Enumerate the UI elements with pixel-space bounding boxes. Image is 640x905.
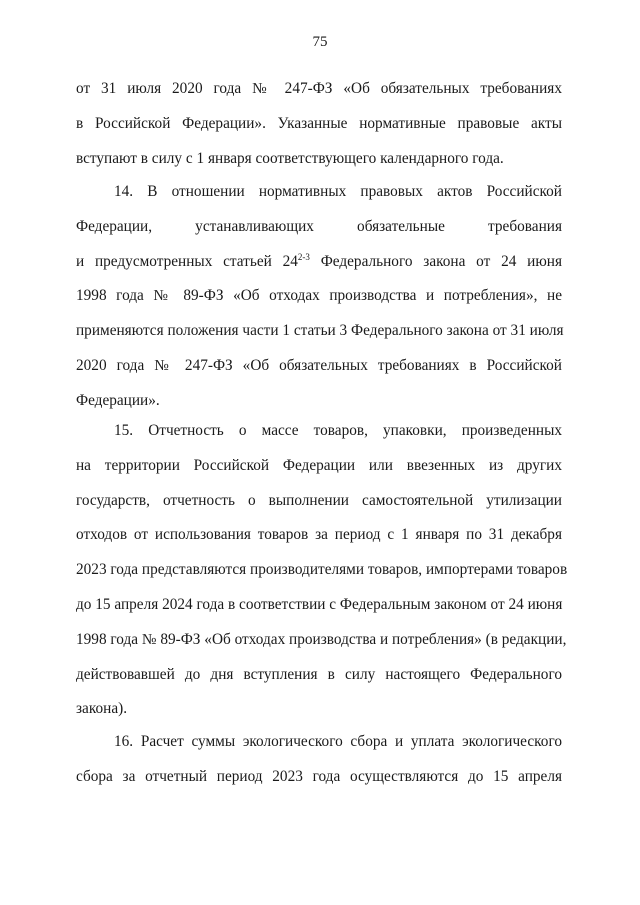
text-line: 2023 года представляются производителями товаров, импортерами товаров bbox=[76, 561, 568, 579]
paragraph-15 bbox=[76, 414, 568, 727]
text-line: Федерации, устанавливающих обязательные требования bbox=[76, 217, 562, 235]
paragraph-16 bbox=[76, 725, 562, 795]
text-line: 1998 года № 89-ФЗ «Об отходах производства и потребления», не bbox=[76, 287, 562, 305]
text-line: до 15 апреля 2024 года в соответствии с Федеральным законом от 24 июня bbox=[76, 595, 563, 613]
text-line: применяются положения части 1 статьи 3 Федерального закона от 31 июля bbox=[76, 322, 564, 340]
text-line: 2020 года № 247-ФЗ «Об обязательных требованиях в Российской bbox=[76, 356, 562, 374]
text-line: действовавшей до дня вступления в силу настоящего Федерального bbox=[76, 665, 562, 683]
text-line-with-superscript bbox=[76, 245, 562, 280]
text-line: на территории Российской Федерации или ввезенных из других bbox=[76, 456, 562, 474]
paragraph-14 bbox=[76, 175, 562, 419]
text-line: вступают в силу с 1 января соответствующего календарного года. bbox=[76, 149, 504, 167]
article-superscript: 2-3 bbox=[297, 251, 310, 262]
text-line: 1998 года № 89-ФЗ «Об отходах производства и потребления» (в редакции, bbox=[76, 630, 567, 648]
paragraph-continuation bbox=[76, 72, 562, 176]
text-line: 14. В отношении нормативных правовых актов Российской bbox=[114, 183, 562, 200]
text-line: закона). bbox=[76, 700, 128, 718]
text-line: в Российской Федерации». Указанные нормативные правовые акты bbox=[76, 114, 562, 132]
text-fragment: Федерального закона от 24 июня bbox=[309, 252, 562, 270]
text-line: отходов от использования товаров за период с 1 января по 31 декабря bbox=[76, 526, 562, 544]
text-line: от 31 июля 2020 года № 247-ФЗ «Об обязательных требованиях bbox=[76, 80, 562, 97]
text-line: 16. Расчет суммы экологического сбора и уплата экологического bbox=[114, 733, 562, 750]
text-fragment: и предусмотренных статьей 24 bbox=[76, 252, 298, 270]
text-line: сбора за отчетный период 2023 года осуществляются до 15 апреля bbox=[76, 767, 562, 785]
text-line: государств, отчетность о выполнении самостоятельной утилизации bbox=[76, 491, 562, 509]
text-line: Федерации». bbox=[76, 391, 160, 409]
page-number: 75 bbox=[312, 34, 328, 50]
text-line: 15. Отчетность о массе товаров, упаковки, произведенных bbox=[114, 422, 562, 439]
